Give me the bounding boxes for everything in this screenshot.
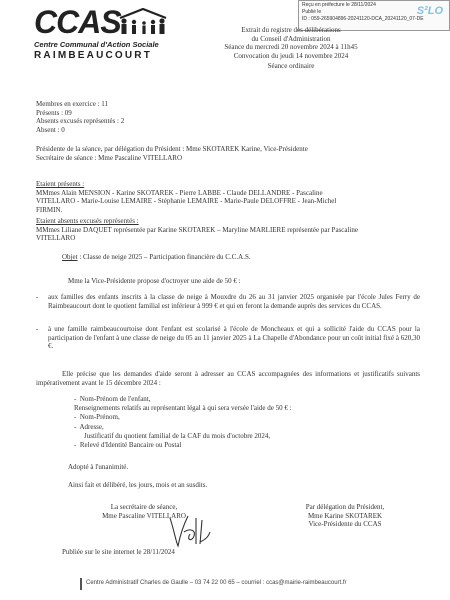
- done-line: Ainsi fait et délibéré, les jours, mois et an susdits.: [68, 481, 208, 489]
- stamp-id: ID : 059-265904896-20241120-DCA_20241120_07-DE: [302, 16, 424, 22]
- requirements-list: [74, 395, 292, 450]
- delegation-title: Par délégation du Président,: [305, 503, 385, 511]
- presents-line-2: VITELLARO - Marie-Louise LEMAIRE - Stéphanie LEMAIRE - Marie-Paule DELOFFRE - Jean-Michel: [36, 197, 337, 206]
- s2lo-logo: S²LO: [416, 5, 443, 17]
- intro-line: Mme la Vice-Présidente propose d'octroyer une aide de 50 € :: [68, 277, 241, 285]
- vice-president-role: Vice-Présidente du CCAS: [308, 520, 382, 529]
- handwritten-signature: [166, 510, 214, 550]
- stamp-published: Publié le: [302, 9, 322, 15]
- object-text: : Classe de neige 2025 – Participation financière du C.C.A.S.: [77, 253, 251, 261]
- bullet-1: aux familles des enfants inscrits à la classe de neige à Mouxdre du 26 au 31 janvier 2025 organisée par l'école Jules Ferry de Raimbeaucourt dont le quotient familial est inférieur à 999 € et qui en feront la demande auprès des services du CCAS.: [48, 293, 420, 310]
- ccas-logo: [34, 4, 164, 61]
- presents-section: [36, 180, 336, 214]
- absents-line-2: VITELLARO: [36, 234, 76, 243]
- adopted-line: Adopté à l'unanimité.: [68, 463, 129, 471]
- vice-president-name: Mme Karine SKOTAREK: [307, 511, 383, 520]
- stamp-received: Reçu en préfecture le 28/11/2024: [302, 2, 376, 8]
- list-item: - Adresse,: [74, 422, 104, 431]
- list-item: - Nom-Prénom,: [74, 413, 120, 422]
- deliberation-header: [196, 26, 386, 71]
- object-label: Objet: [62, 253, 78, 261]
- absents-line-1: MMmes Liliane DAQUET représentée par Karine SKOTAREK – Maryline MARLIERE représentée par Pascaline: [36, 225, 358, 234]
- people-figures-icon: [114, 8, 172, 36]
- absents-section: [36, 217, 358, 243]
- excused-count: Absents excusés représentés : 2: [36, 117, 125, 126]
- logo-tagline: Centre Communal d'Action Sociale: [34, 40, 159, 49]
- bullet-2: à une famille raimbeaucourtoise dont l'enfant est scolarisé à l'école de Moncheaux et qui a sollicité l'aide du CCAS pour la participation de l'enfant à une classe de neige du 05 au 11 janvier 2025 à La Chapelle d'Abondance pour un coût initial fixé à 620,30 €.: [48, 325, 420, 351]
- present-count: Présents : 09: [36, 108, 72, 117]
- secretary-line: Secrétaire de séance : Mme Pascaline VITELLARO: [36, 153, 183, 162]
- footer-contact: Centre Administratif Charles de Gaulle – 03 74 22 00 65 – courriel : ccas@mairie-raimbeaucourt.fr: [86, 580, 347, 586]
- publication-notice: Publiée sur le site internet le 28/11/2024: [62, 548, 175, 556]
- presents-heading: Etaient présents :: [36, 180, 85, 188]
- list-item: - Nom-Prénom de l'enfant,: [74, 395, 151, 403]
- secretary-name: Mme Pascaline VITELLARO: [102, 511, 186, 520]
- bullet-dash: -: [36, 325, 39, 333]
- presents-line-1: MMmes Alain MENSION - Karine SKOTAREK - Pierre LABBE - Claude DELLANDRE - Pascaline: [36, 188, 323, 197]
- presidency: [36, 145, 308, 162]
- footer-divider: [80, 578, 82, 590]
- header-line-2: du Conseil d'Administration: [251, 34, 331, 43]
- president-line: Présidente de la séance, par délégation du Président : Mme SKOTAREK Karine, Vice-Présidente: [36, 145, 308, 153]
- list-item: Justificatif du quotient familial de la CAF du mois d'octobre 2024,: [84, 431, 271, 440]
- logo-wordmark: CCAS: [34, 4, 121, 40]
- absent-count: Absent : 0: [36, 125, 65, 134]
- object-line: [62, 253, 251, 262]
- header-line-4: Convocation du jeudi 14 novembre 2024: [233, 51, 349, 60]
- vice-president-signature-block: [270, 503, 420, 529]
- list-item: - Relevé d'Identité Bancaire ou Postal: [74, 441, 182, 450]
- conditions-paragraph: Elle précise que les demandes d'aide seront à adresser au CCAS accompagnées des informations et justificatifs suivants impérativement avant le 15 décembre 2024 :: [36, 370, 420, 387]
- secretary-title: La secrétaire de séance,: [110, 503, 178, 511]
- attendance-counts: [36, 100, 124, 134]
- header-line-1: Extrait du registre des délibérations: [241, 26, 341, 34]
- list-item: Renseignements relatifs au représentant légal à qui sera versée l'aide de 50 € :: [74, 404, 292, 413]
- members-count: Membres en exercice : 11: [36, 100, 109, 108]
- presents-line-3: FIRMIN.: [36, 205, 63, 214]
- bullet-dash: -: [36, 293, 39, 301]
- absents-heading: Etaient absents excusés représentés :: [36, 217, 139, 225]
- session-type: Séance ordinaire: [267, 62, 315, 71]
- logo-city: RAIMBEAUCOURT: [34, 50, 153, 61]
- header-line-3: Séance du mercredi 20 novembre 2024 à 11h45: [224, 43, 358, 52]
